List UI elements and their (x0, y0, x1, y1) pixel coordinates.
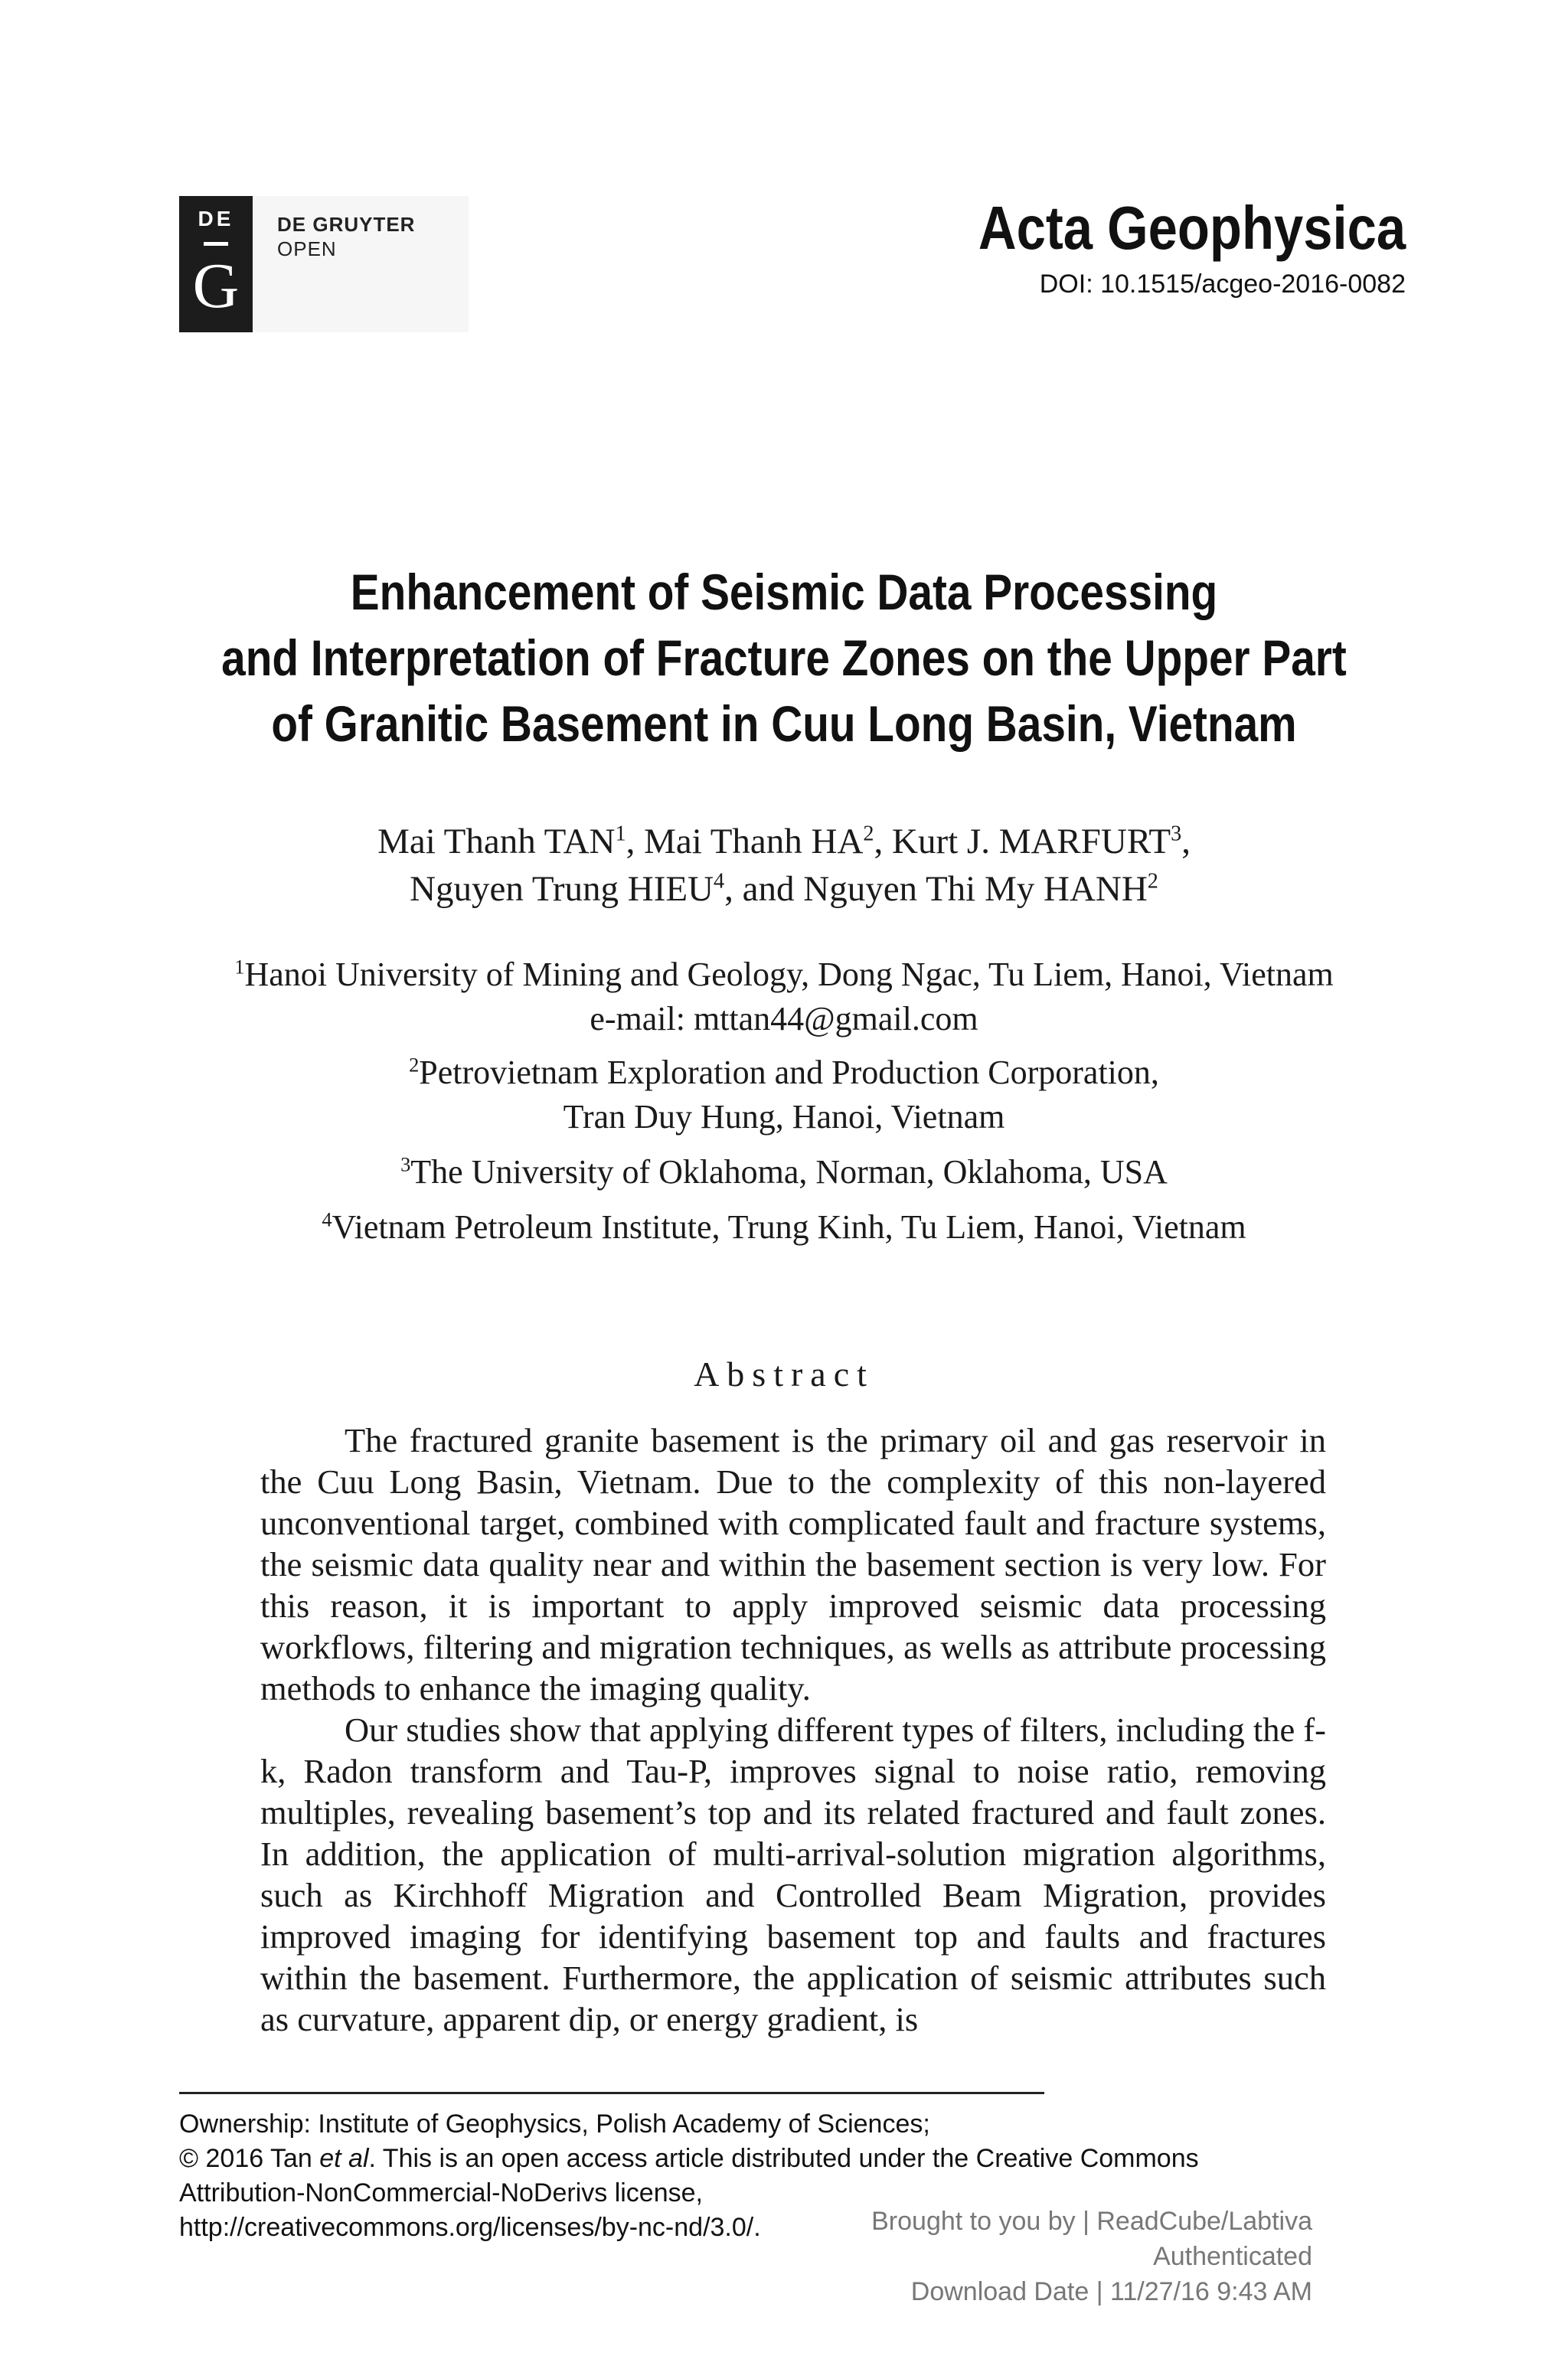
affiliation (0, 953, 1568, 1041)
journal-doi: DOI: 10.1515/acgeo-2016-0082 (1039, 270, 1406, 299)
author-affil-sup: 3 (1171, 822, 1182, 846)
affiliation-text: Hanoi University of Mining and Geology, Dong Ngac, Tu Liem, Hanoi, Vietnam (244, 956, 1334, 993)
footnote-divider (179, 2092, 1044, 2094)
journal-name: Acta Geophysica (978, 194, 1406, 262)
footnote-copyright (179, 2142, 1358, 2176)
author-separator: , (874, 822, 892, 861)
copyright-etal: et al (319, 2144, 369, 2173)
abstract-paragraph: The fractured granite basement is the primary oil and gas reservoir in the Cuu Long Basin, Vietnam. Due to the complexity of this non-layered unconventional target, combined with complicated fault and fracture systems, the seismic data quality near and within the basement section is very low. For this reason, it is important to apply improved seismic data processing workflows, filtering and migration techniques, as wells as attribute processing methods to enhance the imaging quality. (260, 1421, 1326, 1707)
title-line: and Interpretation of Fracture Zones on the Upper Part (221, 629, 1347, 686)
author-name: Mai Thanh HA (644, 822, 864, 861)
title-line: Enhancement of Seismic Data Processing (350, 564, 1218, 620)
author-list (0, 818, 1568, 913)
logo-mark-de: DE (198, 207, 234, 230)
author-separator: , (1181, 822, 1191, 861)
publisher-name: DE GRUYTER (277, 213, 416, 236)
abstract-paragraph: Our studies show that applying different types of filters, including the f-k, Radon transform and Tau-P, improves signal to noise ratio, removing multiples, revealing basement’s top and its related fractured and fault zones. In addition, the application of multi-arrival-solution migration algorithms, such as Kirchhoff Migration and Controlled Beam Migration, provides improved imaging for identifying basement top and faults and fractures within the basement. Furthermore, the application of seismic attributes such as curvature, apparent dip, or energy gradient, is (260, 1711, 1327, 2038)
author-separator: , and (724, 869, 804, 909)
paper-title (0, 559, 1568, 757)
author-line (0, 865, 1568, 913)
author-affil-sup: 4 (714, 869, 725, 894)
author-name: Kurt J. MARFURT (892, 822, 1171, 861)
download-stamp (871, 2204, 1312, 2309)
author-affil-sup: 2 (863, 822, 874, 846)
affiliation-sup: 2 (409, 1053, 420, 1077)
affiliation-text: The University of Oklahoma, Norman, Oklahoma, USA (410, 1153, 1168, 1191)
author-name: Nguyen Thi My HANH (803, 869, 1148, 909)
affiliation (0, 1051, 1568, 1139)
copyright-text: © 2016 Tan (179, 2144, 320, 2173)
footnote-license-url[interactable]: http://creativecommons.org/licenses/by-nc-nd/3.0/. (179, 2213, 761, 2242)
logo-mark-g: G (192, 250, 240, 322)
author-affil-sup: 1 (615, 822, 626, 846)
affiliation-text: Vietnam Petroleum Institute, Trung Kinh, Tu Liem, Hanoi, Vietnam (332, 1208, 1246, 1246)
logo-mark-dash (204, 242, 228, 246)
footnote-ownership: Ownership: Institute of Geophysics, Polish Academy of Sciences; (179, 2109, 930, 2139)
footnote-license: Attribution-NonCommercial-NoDerivs license, (179, 2178, 703, 2207)
author-name: Nguyen Trung HIEU (410, 869, 714, 909)
abstract-body (260, 1420, 1326, 2040)
affiliation-line (0, 953, 1568, 997)
stamp-line: Download Date | 11/27/16 9:43 AM (910, 2277, 1312, 2306)
copyright-text-2: . This is an open access article distributed under the Creative Commons (368, 2144, 1199, 2173)
author-line (0, 818, 1568, 865)
title-line: of Granitic Basement in Cuu Long Basin, Vietnam (271, 695, 1297, 752)
affiliation-sup: 1 (234, 955, 245, 979)
affiliation-email[interactable]: e-mail: mttan44@gmail.com (590, 1000, 978, 1038)
affiliation-sup: 3 (400, 1152, 411, 1176)
stamp-line: Brought to you by | ReadCube/Labtiva (871, 2207, 1312, 2236)
affiliation (0, 1150, 1568, 1194)
affiliation-sup: 4 (322, 1207, 332, 1231)
author-affil-sup: 2 (1147, 869, 1158, 894)
affiliation-line (0, 1051, 1568, 1095)
affiliation-text: Petrovietnam Exploration and Production Corporation, (419, 1054, 1159, 1091)
author-name: Mai Thanh TAN (377, 822, 616, 861)
stamp-line: Authenticated (1153, 2242, 1312, 2271)
abstract-heading: Abstract (694, 1355, 874, 1394)
logo-mark (179, 196, 253, 332)
affiliation-text-2: Tran Duy Hung, Hanoi, Vietnam (563, 1098, 1005, 1136)
affiliation (0, 1205, 1568, 1250)
affiliation-line (0, 1150, 1568, 1194)
publisher-logo (179, 196, 469, 332)
author-separator: , (626, 822, 645, 861)
affiliation-line (0, 1205, 1568, 1250)
publisher-sub: OPEN (277, 237, 337, 260)
